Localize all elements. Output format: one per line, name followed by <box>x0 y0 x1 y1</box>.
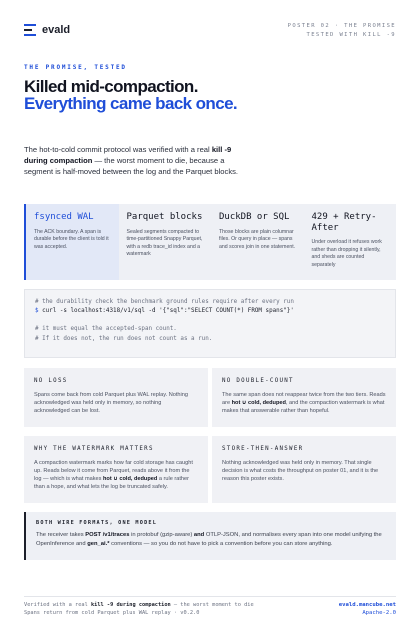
intro-text-end: — the worst moment to die, because a segment is half-moved between the log and the Parquet blocks. <box>24 156 239 177</box>
concept-desc: Sealed segments compacted to time-partitioned Snappy Parquet, with a redb trace_id index and a watermark <box>126 228 203 258</box>
card-emphasis: hot ∪ cold, deduped <box>103 476 158 482</box>
card-body: Spans come back from cold Parquet plus WAL replay. Nothing acknowledged was held only in memory, so nothing acknowledged can be lost. <box>34 392 189 414</box>
eyebrow: THE PROMISE, TESTED <box>24 64 127 71</box>
concept-parquet-blocks <box>119 204 212 280</box>
card-watermark <box>24 436 208 503</box>
footer-divider <box>24 596 396 597</box>
wire-text-end: conventions — so you do not have to pick a convention before you can store anything. <box>109 540 333 547</box>
code-comment: # it must equal the accepted-span count. <box>35 326 177 333</box>
brand-name: evald <box>42 24 71 36</box>
menu-lines-icon <box>24 24 36 36</box>
card-body: Nothing acknowledged was held only in memory. That single decision is what costs the throughput on poster 01, and it is the reason this poster exists. <box>222 460 379 482</box>
concept-fsynced-wal <box>24 204 119 280</box>
concept-title: fsynced WAL <box>34 212 94 222</box>
intro-text: The hot-to-cold commit protocol was verified with a real <box>24 145 212 154</box>
card-title: STORE-THEN-ANSWER <box>222 446 304 452</box>
concept-desc: Under overload it refuses work rather than dropping it silently, and sheds are counted separately <box>311 239 382 268</box>
poster-header <box>24 22 396 42</box>
wire-text: OTLP-JSON, and normalises every span into one model unifying the OpenInference and <box>36 532 382 547</box>
wire-emphasis: and <box>193 532 205 538</box>
card-no-loss <box>24 368 208 427</box>
wire-convention: gen_ai.* <box>87 540 110 547</box>
headline-line2: Everything came back once. <box>24 94 238 113</box>
card-title: NO LOSS <box>34 378 68 384</box>
code-blank <box>35 316 385 325</box>
poster-tag-line1: POSTER 02 · THE PROMISE <box>287 23 396 29</box>
footer-emphasis: kill -9 during compaction <box>90 602 171 608</box>
brand-logo[interactable] <box>24 24 70 36</box>
code-prompt: $ <box>35 308 39 315</box>
concept-title: Parquet blocks <box>126 212 203 222</box>
footer-site-link[interactable]: evald.mancube.net <box>338 602 396 608</box>
wire-body <box>36 531 386 548</box>
footer-text-end: — the worst moment to die <box>170 602 254 608</box>
headline-line1: Killed mid-compaction. <box>24 77 198 96</box>
concept-retry-after <box>304 204 397 280</box>
footer-text: Verified with a real <box>24 602 91 608</box>
card-text: A compaction watermark marks how far cold storage has caught up. Reads below it come from Parquet, reads above it from the log — which is what makes <box>34 460 193 482</box>
card-text-end: a rule rather than a hope, and what lets the log be truncated safely. <box>34 476 189 490</box>
intro-emphasis: kill -9 during compaction <box>24 145 232 166</box>
wire-title: BOTH WIRE FORMATS, ONE MODEL <box>36 520 158 526</box>
card-store-then-answer <box>212 436 396 503</box>
card-title: NO DOUBLE-COUNT <box>222 378 294 384</box>
card-text: The same span does not reappear twice from the two tiers. Reads are <box>222 392 386 406</box>
concept-strip <box>24 204 396 280</box>
code-block[interactable] <box>24 289 396 358</box>
card-no-double-count <box>212 368 396 427</box>
wire-formats-callout <box>24 512 396 560</box>
concept-title: DuckDB or SQL <box>219 212 290 222</box>
footer-notes <box>24 601 254 618</box>
footer-line1 <box>24 601 254 609</box>
code-command-text: curl -s localhost:4318/v1/sql -d '{"sql":"SELECT COUNT(*) FROM spans"}' <box>38 308 294 315</box>
card-title: WHY THE WATERMARK MATTERS <box>34 446 154 452</box>
poster-tag <box>288 22 396 40</box>
concept-desc: Those blocks are plain columnar files. Or query in place — spans and scores join in one statement. <box>219 228 296 250</box>
poster-tag-line2: TESTED WITH KILL -9 <box>306 32 396 38</box>
intro-paragraph <box>24 144 252 178</box>
wire-endpoint: POST /v1/traces <box>85 532 130 538</box>
footer-meta <box>339 601 396 618</box>
headline <box>24 78 324 112</box>
wire-text: in protobuf (gzip-aware) <box>129 532 194 538</box>
concept-title: 429 + Retry-After <box>311 212 377 233</box>
code-comment: # the durability check the benchmark ground rules require after every run <box>35 299 294 305</box>
footer-line2: Spans return from cold Parquet plus WAL replay · v0.2.0 <box>24 610 200 617</box>
card-text-end: , and the compaction watermark is what makes that answerable rather than hopeful. <box>222 400 385 414</box>
concept-duckdb-sql <box>211 204 304 280</box>
card-emphasis: hot ∪ cold, deduped <box>231 400 286 406</box>
footer-license: Apache-2.0 <box>362 610 396 617</box>
card-body <box>222 391 386 415</box>
code-comment: # If it does not, the run does not count as a run. <box>35 335 213 342</box>
code-command <box>35 307 385 316</box>
concept-desc: The ACK boundary. A span is durable before the client is told it was accepted. <box>34 228 109 250</box>
wire-text: The receiver takes <box>36 532 86 538</box>
card-body <box>34 459 198 491</box>
